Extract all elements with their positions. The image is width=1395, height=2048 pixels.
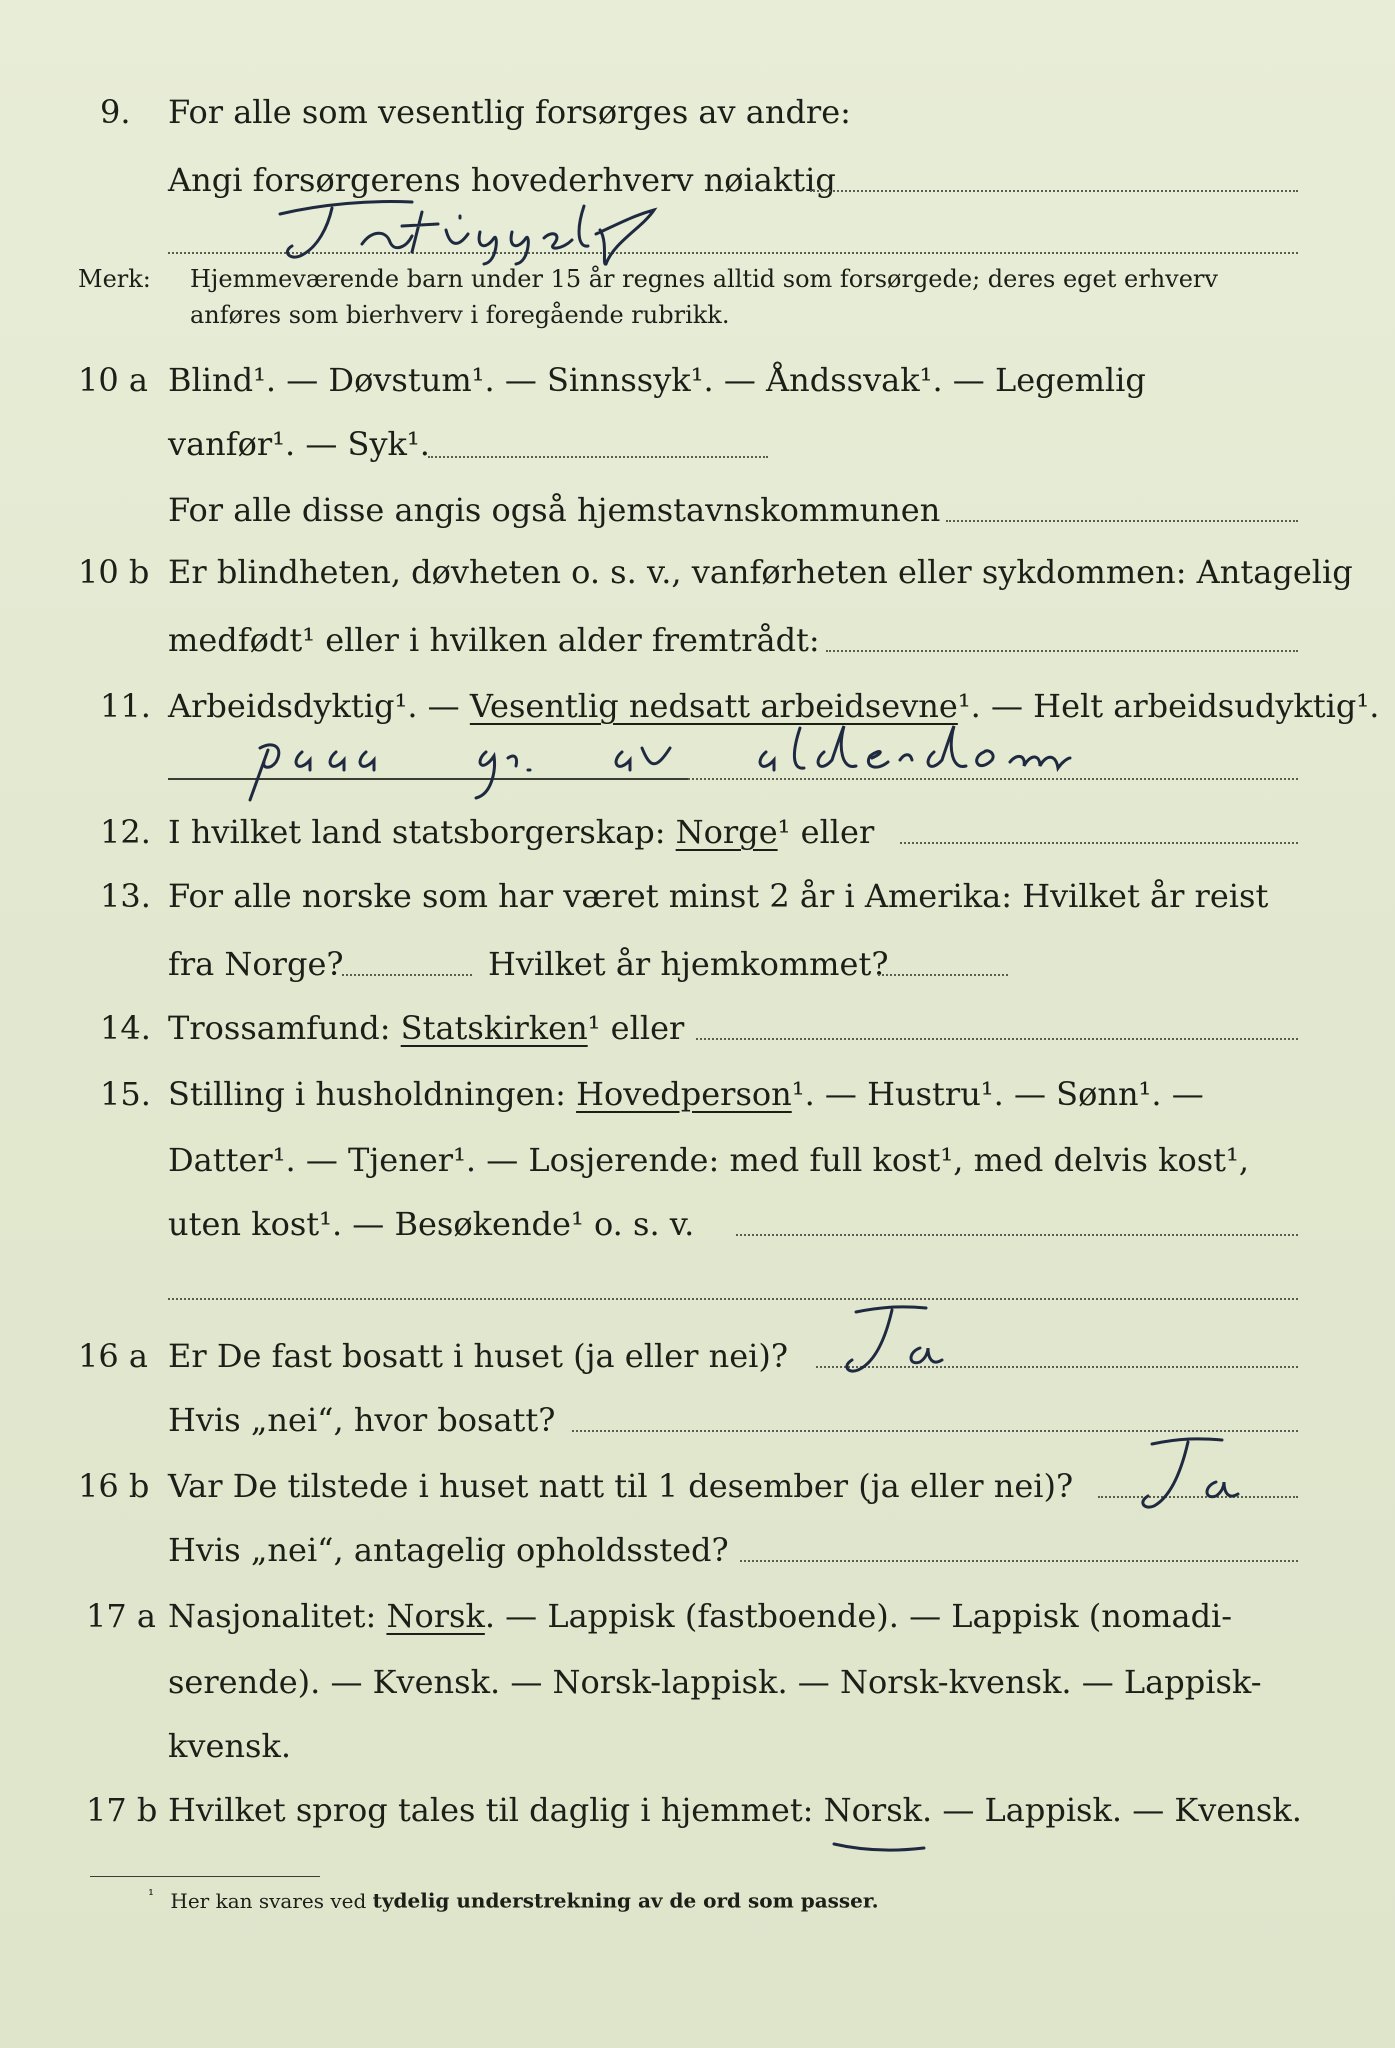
footnote-separator bbox=[90, 1876, 320, 1877]
handwriting-tatigjelp bbox=[262, 186, 702, 266]
q11-option-rest: ¹. — Helt arbeidsudyktig¹. bbox=[957, 687, 1380, 725]
q11-option-underlined: Vesentlig nedsatt arbeidsevne bbox=[469, 687, 958, 725]
q11-handwritten-answer bbox=[240, 718, 1260, 802]
q9-line1: For alle som vesentlig forsørges av andre: bbox=[168, 93, 851, 131]
q16b-dotted-line-2 bbox=[740, 1560, 1298, 1562]
footnote-text-bold: tydelig understrekning av de ord som passer. bbox=[372, 1888, 879, 1913]
q17b-line1: Hvilket sprog tales til daglig i hjemmet: Norsk. — Lappisk. — Kvensk. bbox=[168, 1791, 1302, 1829]
q15-line2: Datter¹. — Tjener¹. — Losjerende: med full kost¹, med delvis kost¹, bbox=[168, 1141, 1250, 1179]
q16a-answer-text bbox=[836, 1300, 837, 1301]
q9-answer-text bbox=[262, 186, 266, 187]
q10a-dotted-line-1 bbox=[428, 456, 768, 458]
q11-option-arbeidsdyktig: Arbeidsdyktig¹. — bbox=[168, 687, 470, 725]
q10b-dotted-line bbox=[826, 650, 1298, 652]
q15-option-hovedperson: Hovedperson bbox=[576, 1075, 792, 1113]
handwriting-ja-1 bbox=[836, 1300, 956, 1380]
q13-number: 13. bbox=[100, 877, 151, 915]
q10b-line2: medfødt¹ eller i hvilken alder fremtrådt: bbox=[168, 621, 820, 659]
q15-dotted-line-1 bbox=[736, 1234, 1298, 1236]
q10a-dotted-line-2 bbox=[946, 520, 1298, 522]
q14-number: 14. bbox=[100, 1009, 151, 1047]
q16b-number: 16 b bbox=[78, 1467, 150, 1505]
q17a-option-norsk: Norsk bbox=[386, 1597, 485, 1635]
q9-handwritten-answer bbox=[262, 186, 702, 266]
q17b-number: 17 b bbox=[86, 1791, 158, 1829]
q15-option-rest: ¹. — Hustru¹. — Sønn¹. — bbox=[791, 1075, 1204, 1113]
q9-number: 9. bbox=[100, 93, 131, 131]
q14-text bbox=[168, 1008, 684, 1048]
q12-option-norge: Norge bbox=[675, 813, 778, 851]
q10b-number: 10 b bbox=[78, 553, 150, 591]
q16b-line2: Hvis „nei“, antagelig opholdssted? bbox=[168, 1531, 729, 1569]
merk-label: Merk: bbox=[78, 265, 151, 293]
q17a-question: Nasjonalitet: bbox=[168, 1597, 387, 1635]
q12-number: 12. bbox=[100, 813, 151, 851]
q15-number: 15. bbox=[100, 1075, 151, 1113]
q11-number: 11. bbox=[100, 687, 151, 725]
q16a-line1: Er De fast bosatt i huset (ja eller nei)? bbox=[168, 1337, 789, 1375]
q16b-answer-text bbox=[1130, 1432, 1131, 1433]
q17a-line2: serende). — Kvensk. — Norsk-lappisk. — Norsk-kvensk. — Lappisk- bbox=[168, 1663, 1262, 1701]
footnote-text: Her kan svares ved bbox=[170, 1888, 373, 1913]
q10a-line1: Blind¹. — Døvstum¹. — Sinnssyk¹. — Åndssvak¹. — Legemlig bbox=[168, 361, 1146, 399]
q11-answer-text bbox=[240, 718, 250, 719]
handwriting-ja-2 bbox=[1130, 1432, 1250, 1516]
q12-question: I hvilket land statsborgerskap: bbox=[168, 813, 676, 851]
q14-option-eller: ¹ eller bbox=[587, 1009, 685, 1047]
q15-dotted-line-2 bbox=[168, 1298, 1298, 1300]
q16b-line1: Var De tilstede i huset natt til 1 desember (ja eller nei)? bbox=[168, 1467, 1074, 1505]
q12-text bbox=[168, 812, 874, 852]
footnote bbox=[148, 1886, 879, 1913]
q17a-number: 17 a bbox=[86, 1597, 156, 1635]
q12-dotted-line bbox=[900, 842, 1298, 844]
q13-line2b: Hvilket år hjemkommet? bbox=[488, 945, 889, 983]
q15-text bbox=[168, 1074, 1204, 1114]
q10a-line2: vanfør¹. — Syk¹. bbox=[168, 425, 430, 463]
q16b-handwritten-answer bbox=[1130, 1432, 1250, 1516]
q10a-line3: For alle disse angis også hjemstavnskommunen bbox=[168, 491, 941, 529]
q13-line1: For alle norske som har været minst 2 år i Amerika: Hvilket år reist bbox=[168, 877, 1269, 915]
q10a-number: 10 a bbox=[78, 361, 148, 399]
q9-line2: Angi forsørgerens hovederhverv nøiaktig bbox=[168, 161, 836, 199]
q15-question: Stilling i husholdningen: bbox=[168, 1075, 577, 1113]
q9-dotted-line-1 bbox=[810, 190, 1298, 192]
q14-dotted-line bbox=[696, 1038, 1298, 1040]
q14-option-statskirken: Statskirken bbox=[400, 1009, 588, 1047]
q17b-handwritten-underline bbox=[830, 1836, 930, 1856]
merk-line1: Hjemmeværende barn under 15 år regnes alltid som forsørgede; deres eget erhverv bbox=[190, 265, 1218, 293]
q16a-number: 16 a bbox=[78, 1337, 148, 1375]
q17a-text bbox=[168, 1596, 1232, 1636]
merk-line2: anføres som bierhverv i foregående rubrikk. bbox=[190, 301, 730, 329]
q15-line3: uten kost¹. — Besøkende¹ o. s. v. bbox=[168, 1205, 695, 1243]
q13-dotted-line-2 bbox=[878, 974, 1008, 976]
q16a-line2: Hvis „nei“, hvor bosatt? bbox=[168, 1401, 556, 1439]
q12-option-eller: ¹ eller bbox=[777, 813, 875, 851]
footnote-mark: ¹ bbox=[148, 1886, 155, 1904]
q13-dotted-line-1 bbox=[342, 974, 472, 976]
handwriting-paa-gr-av-alderdom bbox=[240, 718, 1260, 802]
q10b-line1: Er blindheten, døvheten o. s. v., vanførheten eller sykdommen: Antagelig bbox=[168, 553, 1353, 591]
q17a-option-rest: . — Lappisk (fastboende). — Lappisk (nomadi- bbox=[484, 1597, 1233, 1635]
q17a-line3: kvensk. bbox=[168, 1727, 291, 1765]
q14-question: Trossamfund: bbox=[168, 1009, 401, 1047]
q13-line2a: fra Norge? bbox=[168, 945, 344, 983]
q16a-handwritten-answer bbox=[836, 1300, 956, 1380]
